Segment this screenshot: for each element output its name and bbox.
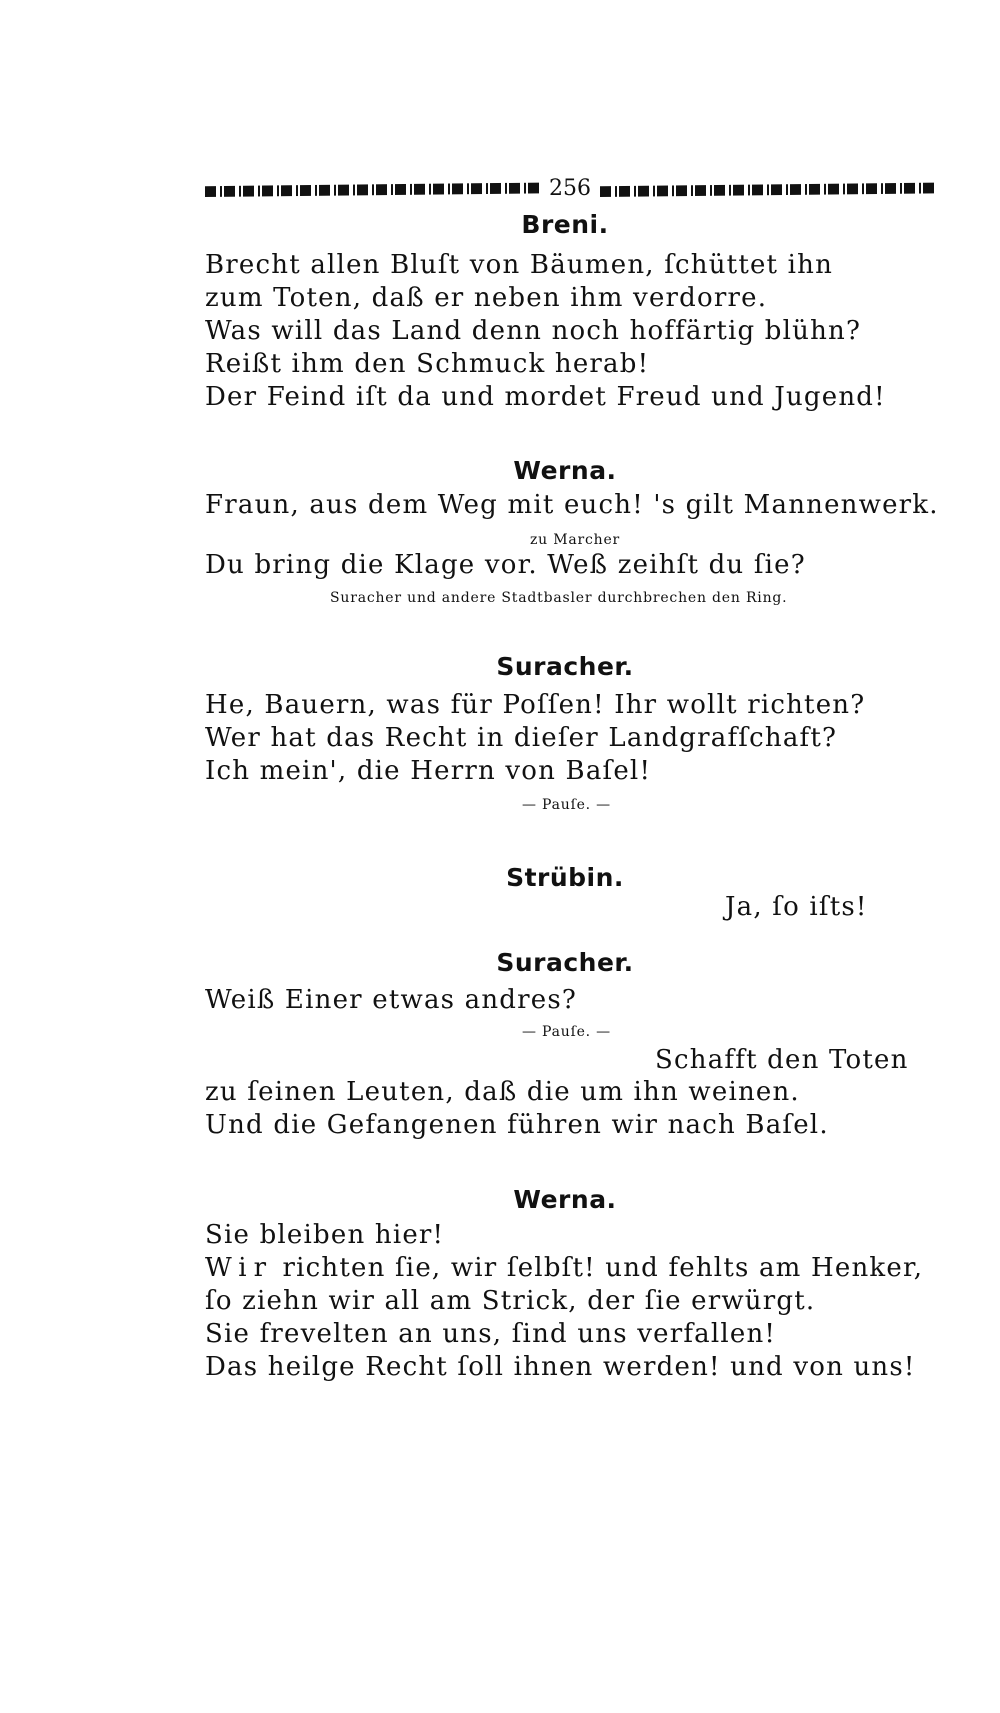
verse-line: Fraun, aus dem Weg mit euch! 's gilt Mannenwerk. <box>205 490 939 520</box>
speaker-werna: Werna. <box>513 1185 617 1214</box>
verse-line: He, Bauern, was für Poſſen! Ihr wollt richten? <box>205 690 866 720</box>
verse-line: Weiß Einer etwas andres? <box>205 985 578 1015</box>
verse-line: Der Feind iſt da und mordet Freud und Jugend! <box>205 382 886 412</box>
stage-direction: — Pauſe. — <box>522 1024 611 1040</box>
stage-direction: Suracher und andere Stadtbasler durchbrechen den Ring. <box>330 590 788 606</box>
stage-direction: zu Marcher <box>530 532 621 548</box>
running-head <box>205 168 935 208</box>
verse-line: Du bring die Klage vor. Weß zeihſt du ſie? <box>205 550 806 580</box>
verse-line: Brecht allen Bluſt von Bäumen, ſchüttet ihn <box>205 250 834 280</box>
verse-line: zu ſeinen Leuten, daß die um ihn weinen. <box>205 1077 800 1107</box>
emphasized-word: Wir <box>205 1253 274 1283</box>
ornament-right <box>600 179 935 197</box>
verse-line: Reißt ihm den Schmuck herab! <box>205 349 650 379</box>
speaker-struebin: Strübin. <box>506 863 624 892</box>
speaker-werna: Werna. <box>513 456 617 485</box>
stage-direction: — Pauſe. — <box>522 797 611 813</box>
speaker-breni: Breni. <box>521 210 609 239</box>
speaker-suracher: Suracher. <box>496 652 634 681</box>
verse-line: ſo ziehn wir all am Strick, der ſie erwürgt. <box>205 1286 816 1316</box>
ornament-left <box>205 179 540 197</box>
verse-line <box>205 1253 923 1283</box>
speaker-suracher: Suracher. <box>496 948 634 977</box>
verse-line: Das heilge Recht ſoll ihnen werden! und von uns! <box>205 1352 916 1382</box>
verse-line-rest: richten ſie, wir ſelbſt! und fehlts am Henker, <box>282 1253 924 1283</box>
verse-line: Wer hat das Recht in dieſer Landgrafſchaft? <box>205 723 838 753</box>
verse-line: Ja, ſo iſts! <box>725 892 868 922</box>
verse-line: Schafft den Toten <box>655 1045 909 1075</box>
verse-line: Was will das Land denn noch hoffärtig blühn? <box>205 316 862 346</box>
verse-line: Sie frevelten an uns, ſind uns verfallen! <box>205 1319 777 1349</box>
verse-line: Und die Gefangenen führen wir nach Baſel. <box>205 1110 829 1140</box>
verse-line: Sie bleiben hier! <box>205 1220 445 1250</box>
verse-line: Ich mein', die Herrn von Baſel! <box>205 756 652 786</box>
page-number: 256 <box>549 175 591 201</box>
verse-line: zum Toten, daß er neben ihm verdorre. <box>205 283 768 313</box>
